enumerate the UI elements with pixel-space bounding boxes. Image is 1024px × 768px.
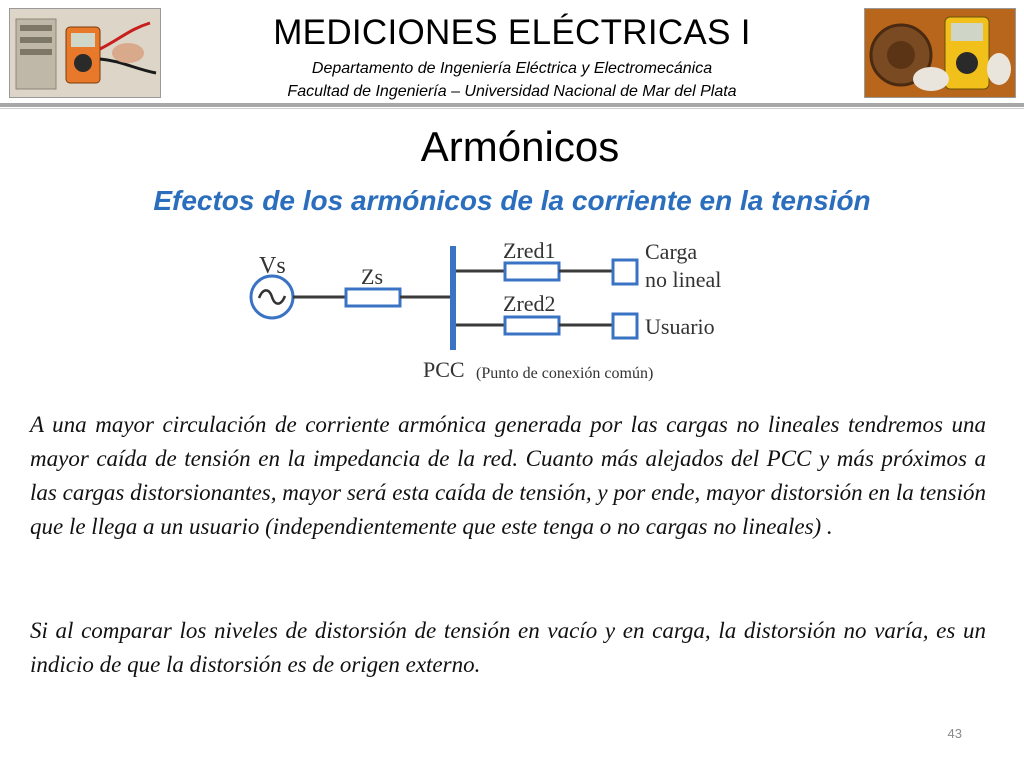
header-divider [0,103,1024,107]
body-paragraph-1: A una mayor circulación de corriente armónica generada por las cargas no lineales tendremos una mayor caída de tensión en la impedancia de la red. Cuanto más alejados del PCC y más próximos a las cargas distorsionantes, mayor será esta caída de tensión, y por ende, mayor distorsión en la tensión que le llega a un usuario (independientemente que este tenga o no cargas no lineales) . [30,412,986,539]
page-number: 43 [947,726,962,741]
sine-wave-icon [259,290,285,303]
source-impedance [346,289,400,306]
course-title: MEDICIONES ELÉCTRICAS I [273,13,751,52]
department-name: Departamento de Ingeniería Eléctrica y Electromecánica [311,60,713,77]
header-photo-meter-motor [864,8,1016,98]
source-impedance-label: Zs [361,264,383,289]
pcc-description: (Punto de conexión común) [476,365,654,382]
body-paragraph-2: Si al comparar los niveles de distorsión de tensión en vacío y en carga, la distorsión no varía, es un indicio de que la distorsión es de origen externo. [30,618,986,677]
source-label: Vs [259,253,286,279]
pcc-bus [450,246,456,350]
pcc-label: PCC [423,357,465,382]
header-photo-multimeter-panel [9,8,161,98]
nonlinear-load-label-line1: Carga [645,239,698,264]
nonlinear-load-box [613,260,637,284]
branch1-impedance [505,263,559,280]
slide-title: Armónicos [420,123,620,170]
user-load-label: Usuario [645,314,715,339]
branch2-impedance [505,317,559,334]
meter-motor-illustration [865,9,1015,97]
circuit-diagram [230,236,750,386]
multimeter-panel-illustration [10,9,160,97]
faculty-name: Facultad de Ingeniería – Universidad Nacional de Mar del Plata [287,83,737,100]
user-load-box [613,314,637,338]
slide-subtitle: Efectos de los armónicos de la corriente en la tensión [153,185,871,216]
branch1-impedance-label: Zred1 [503,238,556,263]
header-divider-thin [0,108,1024,109]
nonlinear-load-label-line2: no lineal [645,267,722,292]
branch2-impedance-label: Zred2 [503,291,556,316]
